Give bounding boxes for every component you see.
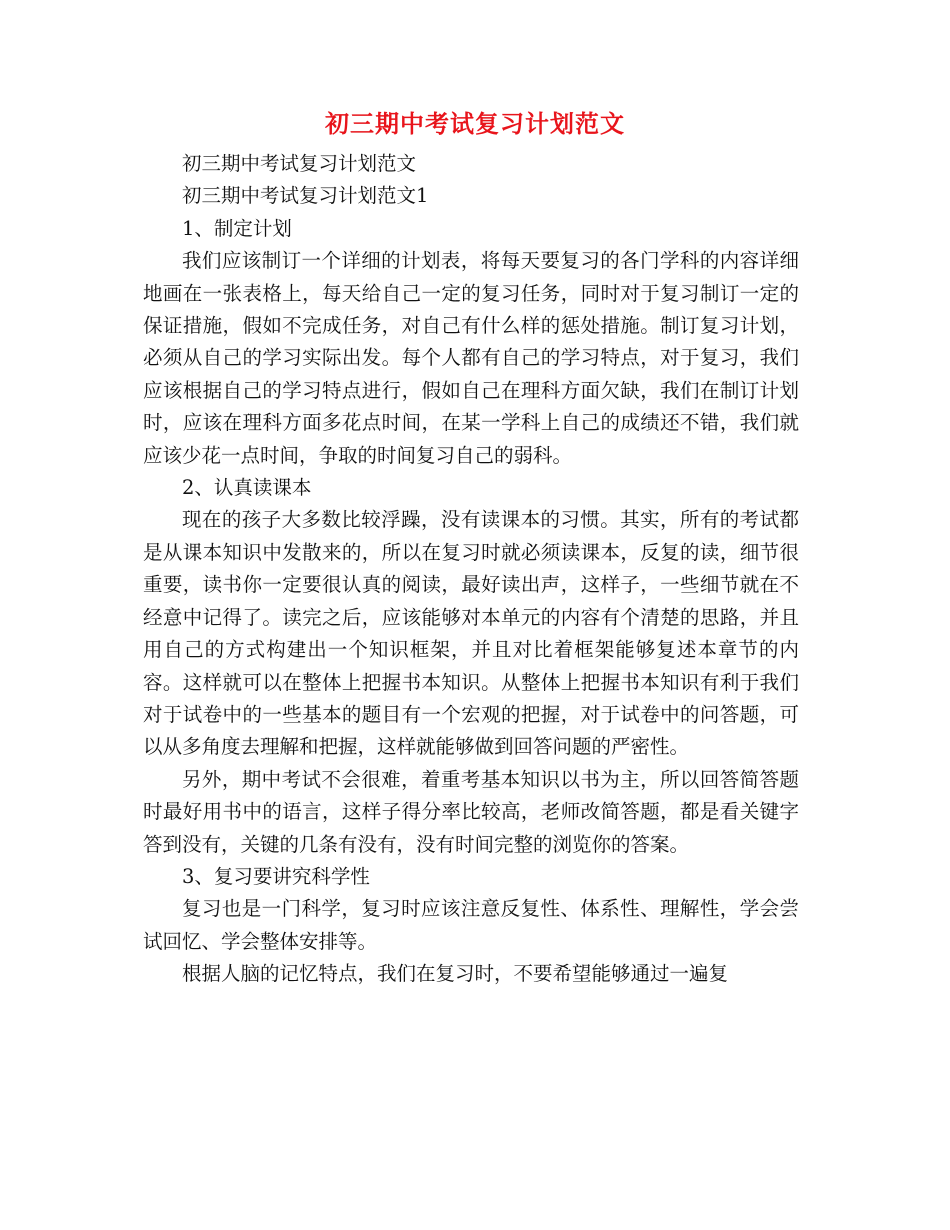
body-paragraph: 另外，期中考试不会很难，着重考基本知识以书为主，所以回答简答题时最好用书中的语言，这样子得分率比较高，老师改简答题，都是看关键字答到没有，关键的几条有没有，没有时间完整的浏览你的答案。 [143,767,799,856]
body-paragraph: 我们应该制订一个详细的计划表，将每天要复习的各门学科的内容详细地画在一张表格上，每天给自己一定的复习任务，同时对于复习制订一定的保证措施，假如不完成任务，对自己有什么样的惩处措施。制订复习计划，必须从自己的学习实际出发。每个人都有自己的学习特点，对于复习，我们应该根据自己的学习特点进行，假如自己在理科方面欠缺，我们在制订计划时，应该在理科方面多花点时间，在某一学科上自己的成绩还不错，我们就应该少花一点时间，争取的时间复习自己的弱科。 [143,249,799,467]
item-heading-science: 3、复习要讲究科学性 [182,864,370,888]
document-title: 初三期中考试复习计划范文 [325,109,625,138]
document-body [143,148,799,991]
item-heading-read: 2、认真读课本 [182,476,312,500]
item-heading-plan: 1、制定计划 [182,216,292,240]
body-paragraph: 现在的孩子大多数比较浮躁，没有读课本的习惯。其实，所有的考试都是从课本知识中发散来的，所以在复习时就必须读课本，反复的读，细节很重要，读书你一定要很认真的阅读，最好读出声，这样子，一些细节就在不经意中记得了。读完之后，应该能够对本单元的内容有个清楚的思路，并且用自己的方式构建出一个知识框架，并且对比着框架能够复述本章节的内容。这样就可以在整体上把握书本知识。从整体上把握书本知识有利于我们对于试卷中的一些基本的题目有一个宏观的把握，对于试卷中的问答题，可以从多角度去理解和把握，这样就能够做到回答问题的严密性。 [143,508,799,759]
subtitle-paragraph: 初三期中考试复习计划范文 [182,152,417,175]
body-paragraph: 复习也是一门科学，复习时应该注意反复性、体系性、理解性，学会尝试回忆、学会整体安排等。 [143,897,799,953]
section-heading: 初三期中考试复习计划范文1 [182,184,429,208]
body-paragraph: 根据人脑的记忆特点，我们在复习时，不要希望能够通过一遍复 [182,962,729,986]
